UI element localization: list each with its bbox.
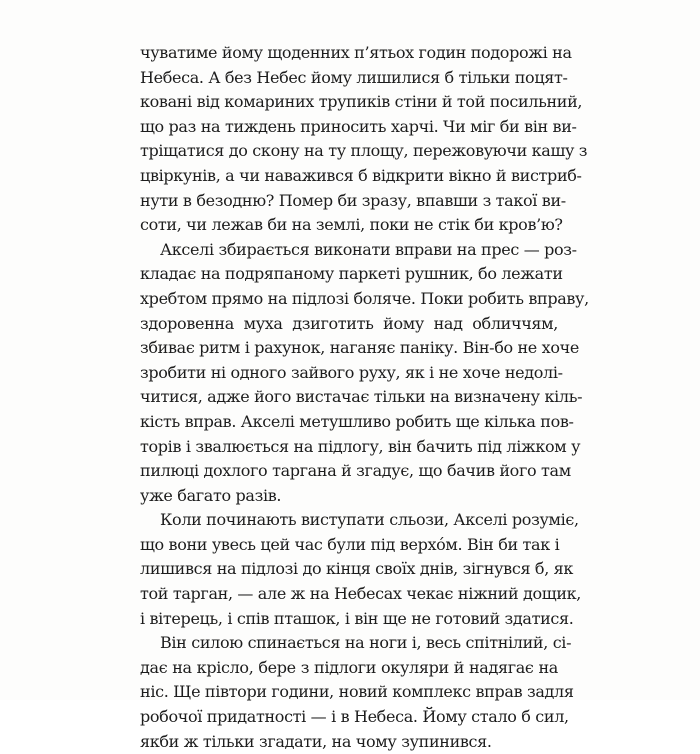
text-line: Акселі збирається виконати вправи на прес — роз- [160, 239, 577, 259]
text-line: зробити ні одного зайвого руху, як і не хоче недолі- [140, 362, 563, 382]
text-line: здоровенна муха дзиготить йому над обличчям, [140, 313, 558, 333]
text-line: робочої придатності — і в Небеса. Йому стало б сил, [140, 707, 569, 727]
body-text [140, 41, 589, 754]
text-line: дає на крісло, бере з підлоги окуляри й надягає на [140, 657, 558, 677]
text-line: хребтом прямо на підлозі боляче. Поки робить вправу, [140, 288, 589, 308]
paragraph [140, 41, 588, 238]
text-line: кладає на подряпаному паркеті рушник, бо лежати [140, 264, 563, 284]
text-line: торів і звалюється на підлогу, він бачить під ліжком у [140, 436, 581, 456]
text-line: Коли починають виступати сльози, Акселі розуміє, [160, 510, 579, 530]
text-line: і вітерець, і спів пташок, і він ще не готовий здатися. [140, 608, 574, 628]
text-line: соти, чи лежав би на землі, поки не стік би кров’ю? [140, 215, 563, 235]
text-line: що раз на тиждень приносить харчі. Чи міг би він ви- [140, 116, 577, 136]
text-line: пилюці дохлого таргана й згадує, що бачив його там [140, 461, 571, 481]
text-line: чуватиме йому щоденних п’ятьох годин подорожі на [140, 43, 572, 62]
paragraph [140, 631, 574, 754]
text-line: уже багато разів. [140, 485, 282, 505]
paragraph [140, 238, 589, 509]
text-line: лишився на підлозі до кінця своїх днів, зігнувся б, як [140, 559, 574, 579]
text-line: Він силою спинається на ноги і, весь спітнілий, сі- [160, 633, 572, 653]
paragraph [140, 508, 582, 631]
text-line: збиває ритм і рахунок, наганяє паніку. Він-бо не хоче [140, 338, 579, 358]
text-line: Небеса. А без Небес йому лишилися б тільки поцят- [140, 67, 568, 87]
text-line: ніс. Ще півтори години, новий комплекс вправ задля [140, 682, 574, 702]
text-line: тріщатися до скону на ту площу, пережовуючи кашу з [140, 141, 588, 161]
text-line: нути в безодню? Помер би зразу, впавши з такої ви- [140, 190, 566, 210]
text-line: кість вправ. Акселі метушливо робить ще кілька пов- [140, 411, 574, 431]
text-line: цвіркунів, а чи наважився б відкрити вікно й вистриб- [140, 165, 582, 185]
text-line: читися, адже його вистачає тільки на визначену кіль- [140, 387, 583, 407]
text-line: той тарган, — але ж на Небесах чекає ніжний дощик, [140, 584, 582, 604]
text-line: ковані від комариних трупиків стіни й той посильний, [140, 92, 583, 112]
text-line: якби ж тільки згадати, на чому зупинився. [140, 731, 492, 751]
text-line: що вони увесь цей час були під верхóм. Він би так і [140, 534, 560, 554]
